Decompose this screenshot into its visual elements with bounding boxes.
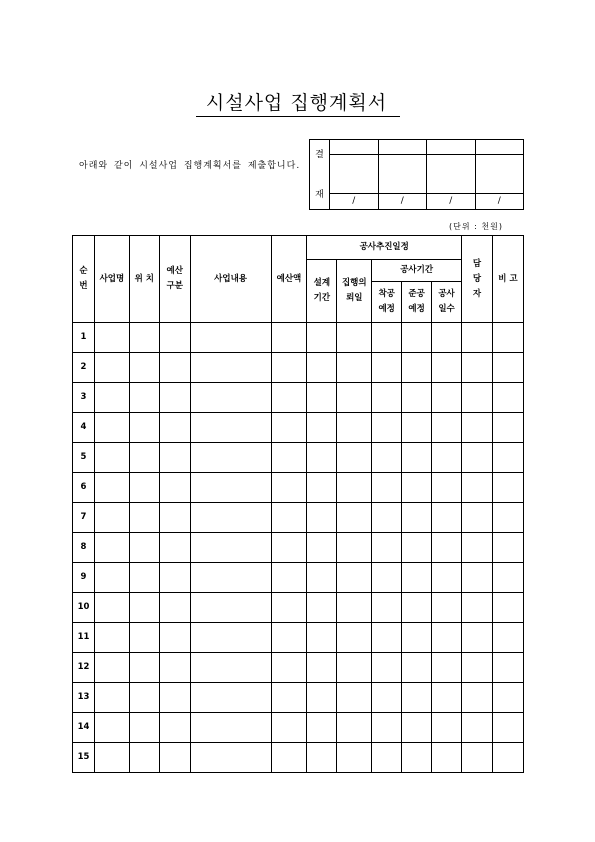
page-title: 시설사업 집행계획서 [205,92,388,114]
table-cell[interactable] [372,713,402,743]
table-cell[interactable] [372,473,402,503]
table-cell[interactable] [462,383,493,413]
table-cell[interactable] [492,743,523,773]
table-cell[interactable] [492,353,523,383]
table-cell[interactable] [337,533,372,563]
table-cell[interactable] [372,653,402,683]
approval-date-cell-4[interactable]: / [475,193,524,209]
table-cell[interactable] [129,623,159,653]
approval-label [310,140,330,210]
header-project-name: 사업명 [94,236,129,323]
approval-sign-cell-2[interactable] [378,155,427,194]
table-cell[interactable] [432,683,462,713]
table-cell[interactable] [129,413,159,443]
table-row [73,743,524,773]
table-cell[interactable] [94,443,129,473]
table-cell[interactable] [337,473,372,503]
table-cell[interactable] [159,353,190,383]
table-cell[interactable] [402,653,432,683]
table-cell[interactable] [159,563,190,593]
table-cell[interactable] [492,383,523,413]
table-cell[interactable] [372,593,402,623]
table-cell[interactable] [337,623,372,653]
table-cell[interactable] [94,713,129,743]
table-cell[interactable] [129,683,159,713]
table-cell[interactable] [159,623,190,653]
table-cell[interactable] [337,503,372,533]
table-cell[interactable] [307,593,337,623]
table-cell[interactable] [159,743,190,773]
table-cell[interactable] [129,653,159,683]
table-cell[interactable] [462,593,493,623]
table-cell[interactable] [129,593,159,623]
table-cell[interactable] [492,533,523,563]
table-cell[interactable] [190,503,271,533]
table-row [73,413,524,443]
table-cell[interactable] [271,713,307,743]
header-exec-request [337,260,372,323]
row-number: 6 [73,473,95,503]
table-cell[interactable] [492,443,523,473]
header-location: 위 치 [129,236,159,323]
table-cell[interactable] [190,593,271,623]
table-cell[interactable] [271,683,307,713]
table-cell[interactable] [462,323,493,353]
table-cell[interactable] [190,683,271,713]
table-cell[interactable] [492,473,523,503]
table-cell[interactable] [129,443,159,473]
header-finish-1: 준공 [408,289,425,299]
table-cell[interactable] [129,743,159,773]
table-cell[interactable] [307,473,337,503]
table-cell[interactable] [337,653,372,683]
table-cell[interactable] [159,683,190,713]
table-cell[interactable] [307,533,337,563]
approval-box [309,139,524,210]
table-cell[interactable] [271,473,307,503]
table-cell[interactable] [271,353,307,383]
table-cell[interactable] [402,323,432,353]
table-cell[interactable] [462,623,493,653]
table-cell[interactable] [462,503,493,533]
table-cell[interactable] [94,623,129,653]
table-cell[interactable] [307,443,337,473]
table-cell[interactable] [307,413,337,443]
table-cell[interactable] [492,413,523,443]
table-cell[interactable] [190,353,271,383]
table-cell[interactable] [190,563,271,593]
table-cell[interactable] [492,503,523,533]
table-cell[interactable] [432,743,462,773]
table-cell[interactable] [337,323,372,353]
header-design-1: 설계 [313,278,331,288]
table-cell[interactable] [190,623,271,653]
table-row [73,653,524,683]
header-start-planned [372,282,402,323]
row-number: 10 [73,593,95,623]
table-cell[interactable] [492,653,523,683]
header-no-1: 순 [79,266,88,276]
table-cell[interactable] [402,473,432,503]
table-cell[interactable] [402,563,432,593]
table-cell[interactable] [271,623,307,653]
table-row [73,443,524,473]
table-cell[interactable] [94,743,129,773]
table-cell[interactable] [402,443,432,473]
table-row [73,623,524,653]
table-cell[interactable] [337,683,372,713]
table-cell[interactable] [432,503,462,533]
approval-sign-cell-4[interactable] [475,155,524,194]
table-cell[interactable] [337,353,372,383]
table-row [73,473,524,503]
header-construction-days [432,282,462,323]
table-cell[interactable] [307,623,337,653]
table-cell[interactable] [372,353,402,383]
table-cell[interactable] [372,413,402,443]
table-cell[interactable] [432,473,462,503]
table-cell[interactable] [129,503,159,533]
table-cell[interactable] [492,593,523,623]
table-cell[interactable] [462,413,493,443]
table-row [73,383,524,413]
table-cell[interactable] [271,413,307,443]
table-cell[interactable] [94,383,129,413]
table-cell[interactable] [159,413,190,443]
table-cell[interactable] [372,323,402,353]
table-cell[interactable] [307,353,337,383]
table-cell[interactable] [159,383,190,413]
table-cell[interactable] [307,563,337,593]
table-cell[interactable] [159,323,190,353]
table-row [73,593,524,623]
table-cell[interactable] [337,383,372,413]
table-cell[interactable] [94,563,129,593]
table-cell[interactable] [462,743,493,773]
table-cell[interactable] [159,503,190,533]
table-cell[interactable] [94,593,129,623]
header-manager-2: 당 [472,273,482,284]
table-cell[interactable] [372,533,402,563]
table-cell[interactable] [432,623,462,653]
table-cell[interactable] [94,323,129,353]
table-cell[interactable] [94,473,129,503]
row-number: 13 [73,683,95,713]
table-row [73,323,524,353]
intro-text: 아래와 같이 시설사업 집행계획서를 제출합니다. [79,161,301,171]
header-budget-type-2: 구분 [166,281,183,291]
table-cell[interactable] [159,443,190,473]
table-cell[interactable] [129,533,159,563]
table-cell[interactable] [462,473,493,503]
table-cell[interactable] [462,563,493,593]
table-cell[interactable] [402,413,432,443]
table-cell[interactable] [129,473,159,503]
row-number: 4 [73,413,95,443]
row-number: 3 [73,383,95,413]
table-cell[interactable] [402,683,432,713]
table-row [73,353,524,383]
table-cell[interactable] [307,683,337,713]
table-cell[interactable] [271,443,307,473]
table-cell[interactable] [372,743,402,773]
row-number: 8 [73,533,95,563]
header-design-2: 기간 [313,293,331,303]
table-cell[interactable] [271,323,307,353]
approval-label-char-1: 결 [315,149,324,160]
table-cell[interactable] [402,353,432,383]
table-cell[interactable] [159,533,190,563]
table-cell[interactable] [402,593,432,623]
header-design-period [307,260,337,323]
table-cell[interactable] [372,683,402,713]
plan-table [72,235,524,773]
header-budget: 예산액 [271,236,307,323]
approval-sign-cell-1[interactable] [330,155,379,194]
table-cell[interactable] [462,443,493,473]
table-row [73,533,524,563]
row-number: 1 [73,323,95,353]
header-manager [462,236,493,323]
header-manager-3: 자 [472,288,482,299]
table-cell[interactable] [432,653,462,683]
table-cell[interactable] [492,713,523,743]
table-cell[interactable] [402,623,432,653]
table-cell[interactable] [94,413,129,443]
table-cell[interactable] [372,503,402,533]
header-days-2: 일수 [438,304,455,314]
unit-label: (단위 : 천원) [449,222,503,231]
approval-date-cell-1[interactable]: / [330,193,379,209]
row-number: 2 [73,353,95,383]
row-number: 11 [73,623,95,653]
row-number: 9 [73,563,95,593]
table-cell[interactable] [432,443,462,473]
table-cell[interactable] [190,743,271,773]
table-cell[interactable] [402,713,432,743]
table-cell[interactable] [432,533,462,563]
table-cell[interactable] [190,653,271,683]
header-no [73,236,95,323]
title-underline [196,116,400,117]
table-cell[interactable] [271,383,307,413]
table-cell[interactable] [190,713,271,743]
header-days-1: 공사 [438,289,455,299]
table-cell[interactable] [271,593,307,623]
table-cell[interactable] [159,653,190,683]
table-cell[interactable] [337,593,372,623]
row-number: 5 [73,443,95,473]
table-cell[interactable] [94,503,129,533]
header-start-2: 예정 [378,304,395,314]
approval-title-cell-3 [427,140,476,155]
table-cell[interactable] [432,323,462,353]
table-cell[interactable] [372,623,402,653]
header-content: 사업내용 [190,236,271,323]
table-cell[interactable] [271,563,307,593]
table-cell[interactable] [94,353,129,383]
table-cell[interactable] [337,563,372,593]
table-cell[interactable] [129,563,159,593]
header-no-2: 번 [79,281,88,291]
table-cell[interactable] [402,503,432,533]
table-cell[interactable] [190,533,271,563]
table-cell[interactable] [337,443,372,473]
table-cell[interactable] [402,533,432,563]
table-cell[interactable] [432,353,462,383]
row-number: 14 [73,713,95,743]
table-cell[interactable] [307,503,337,533]
table-row [73,563,524,593]
table-cell[interactable] [492,683,523,713]
table-cell[interactable] [402,383,432,413]
table-cell[interactable] [190,473,271,503]
header-manager-1: 담 [472,258,482,269]
table-cell[interactable] [94,683,129,713]
table-cell[interactable] [462,653,493,683]
table-cell[interactable] [492,563,523,593]
table-cell[interactable] [190,383,271,413]
table-body [73,323,524,773]
header-budget-type-1: 예산 [166,266,183,276]
table-cell[interactable] [432,383,462,413]
table-cell[interactable] [271,653,307,683]
approval-date-cell-3[interactable]: / [427,193,476,209]
table-cell[interactable] [307,383,337,413]
table-cell[interactable] [462,533,493,563]
table-cell[interactable] [492,623,523,653]
header-start-1: 착공 [378,289,395,299]
table-cell[interactable] [432,713,462,743]
table-cell[interactable] [159,713,190,743]
table-cell[interactable] [190,443,271,473]
table-cell[interactable] [271,533,307,563]
table-cell[interactable] [432,563,462,593]
header-remarks: 비 고 [492,236,523,323]
table-cell[interactable] [372,563,402,593]
row-number: 12 [73,653,95,683]
row-number: 15 [73,743,95,773]
table-cell[interactable] [307,743,337,773]
table-cell[interactable] [271,503,307,533]
approval-date-cell-2[interactable]: / [378,193,427,209]
table-cell[interactable] [129,383,159,413]
approval-title-cell-2 [378,140,427,155]
header-schedule: 공사추진일정 [307,236,462,260]
table-cell[interactable] [94,653,129,683]
table-cell[interactable] [432,593,462,623]
table-cell[interactable] [129,323,159,353]
approval-title-cell-1 [330,140,379,155]
table-cell[interactable] [190,323,271,353]
table-cell[interactable] [129,353,159,383]
table-cell[interactable] [337,713,372,743]
approval-label-char-2: 재 [315,189,324,200]
table-cell[interactable] [337,413,372,443]
header-finish-planned [402,282,432,323]
table-cell[interactable] [307,713,337,743]
header-finish-2: 예정 [408,304,425,314]
table-cell[interactable] [372,383,402,413]
table-row [73,713,524,743]
table-cell[interactable] [271,743,307,773]
approval-sign-cell-3[interactable] [427,155,476,194]
table-row [73,503,524,533]
table-cell[interactable] [307,323,337,353]
table-cell[interactable] [372,443,402,473]
approval-title-cell-4 [475,140,524,155]
table-cell[interactable] [492,323,523,353]
header-construction-period: 공사기간 [372,260,462,282]
table-cell[interactable] [94,533,129,563]
row-number: 7 [73,503,95,533]
header-exec-1: 집행의 [341,278,367,288]
header-exec-2: 뢰일 [346,293,363,303]
table-cell[interactable] [129,713,159,743]
table-cell[interactable] [402,743,432,773]
table-cell[interactable] [159,473,190,503]
table-cell[interactable] [307,653,337,683]
table-cell[interactable] [337,743,372,773]
header-budget-type [159,236,190,323]
table-row [73,683,524,713]
table-cell[interactable] [462,713,493,743]
table-cell[interactable] [190,413,271,443]
table-cell[interactable] [462,683,493,713]
table-cell[interactable] [159,593,190,623]
table-cell[interactable] [432,413,462,443]
table-cell[interactable] [462,353,493,383]
